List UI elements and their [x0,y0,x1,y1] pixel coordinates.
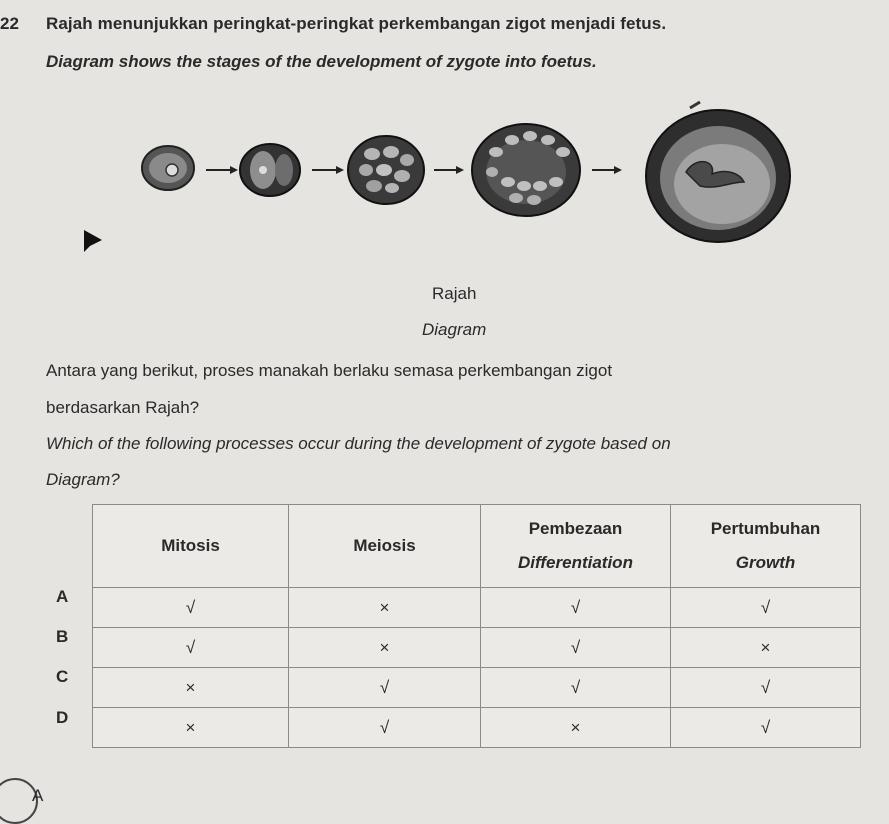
prompt-malay-line2: berdasarkan Rajah? [46,398,200,417]
cell-d-mitosis: × [93,708,289,748]
cell-c-growth: √ [671,668,861,708]
cell-b-meiosis: × [289,628,481,668]
table-row [93,588,861,628]
header-growth: Pertumbuhan Growth [671,505,861,588]
prompt-english-line1: Which of the following processes occur during the development of zygote based on [46,434,671,453]
blastocyst-stage [472,124,580,216]
cell-c-differentiation: √ [481,668,671,708]
table-header-row [93,505,861,588]
table-row [93,668,861,708]
row-label-b: B [56,627,69,646]
development-diagram [0,90,889,270]
question-number: 22 [0,14,19,33]
mouse-cursor-icon [84,230,102,252]
option-a-label[interactable]: A [32,786,44,805]
header-mitosis: Mitosis [93,505,289,588]
row-label-c: C [56,667,69,686]
cell-a-differentiation: √ [481,588,671,628]
cell-d-meiosis: √ [289,708,481,748]
answer-table [92,504,861,748]
row-label-d: D [56,708,69,727]
cell-a-growth: √ [671,588,861,628]
cell-b-mitosis: √ [93,628,289,668]
table-row [93,628,861,668]
morula-stage [348,136,424,204]
foetus-stage [646,102,790,242]
header-differentiation: Pembezaan Differentiation [481,505,671,588]
question-text-english: Diagram shows the stages of the development of zygote into foetus. [46,52,597,71]
table-row [93,708,861,748]
cell-d-differentiation: × [481,708,671,748]
header-meiosis: Meiosis [289,505,481,588]
cell-a-mitosis: √ [93,588,289,628]
two-cell-stage [240,144,300,196]
cell-b-differentiation: √ [481,628,671,668]
cell-c-meiosis: √ [289,668,481,708]
cell-c-mitosis: × [93,668,289,708]
cell-a-meiosis: × [289,588,481,628]
diagram-caption-malay: Rajah [432,284,477,303]
question-text-malay: Rajah menunjukkan peringkat-peringkat perkembangan zigot menjadi fetus. [46,14,667,33]
cell-b-growth: × [671,628,861,668]
prompt-malay-line1: Antara yang berikut, proses manakah berlaku semasa perkembangan zigot [46,361,613,380]
cell-d-growth: √ [671,708,861,748]
diagram-caption-english: Diagram [422,320,487,339]
row-label-a: A [56,587,69,606]
zygote-stage [142,146,194,190]
prompt-english-line2: Diagram? [46,470,120,489]
